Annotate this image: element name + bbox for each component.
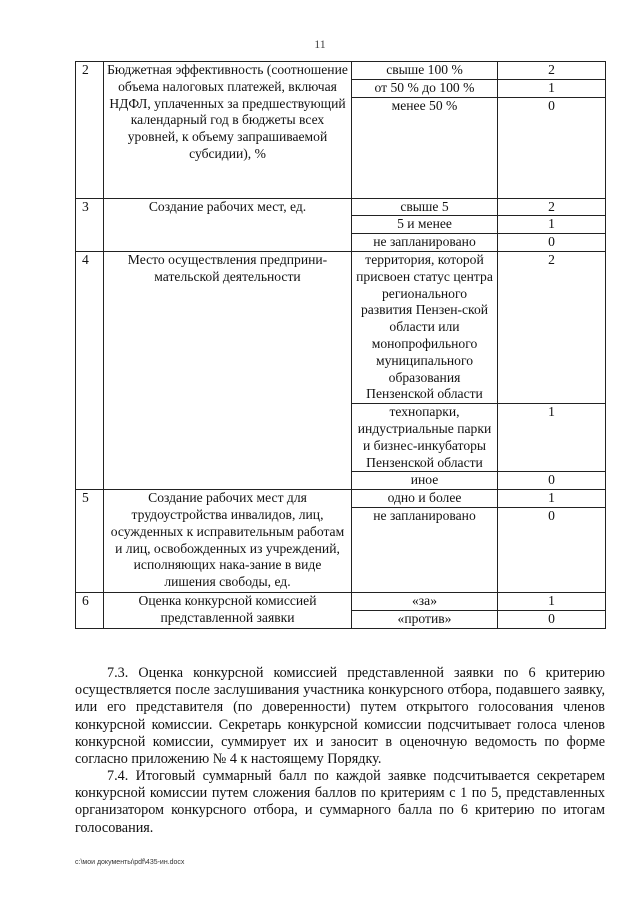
- file-path-footer: c:\мои документы\pdf\435-ин.docx: [75, 859, 185, 866]
- criterion-condition: менее 50 %: [352, 97, 498, 198]
- page-number: 11: [314, 37, 326, 51]
- criterion-condition: не запланировано: [352, 234, 498, 252]
- criterion-score: 0: [498, 507, 606, 592]
- table-row: [76, 592, 606, 610]
- table-row: [76, 198, 606, 216]
- criterion-name: Создание рабочих мест, ед.: [104, 198, 352, 251]
- criterion-score: 0: [498, 234, 606, 252]
- criterion-number: 6: [76, 592, 104, 628]
- criterion-score: 1: [498, 404, 606, 472]
- criteria-table: [75, 61, 606, 629]
- criterion-condition: «за»: [352, 592, 498, 610]
- criterion-score: 2: [498, 251, 606, 403]
- criterion-condition: не запланировано: [352, 507, 498, 592]
- criterion-condition: свыше 100 %: [352, 62, 498, 80]
- criterion-score: 0: [498, 472, 606, 490]
- criterion-name: Место осуществления предприни-мательской деятельности: [104, 251, 352, 489]
- criterion-condition: одно и более: [352, 490, 498, 508]
- criterion-score: 1: [498, 216, 606, 234]
- criterion-condition: иное: [352, 472, 498, 490]
- criterion-score: 2: [498, 198, 606, 216]
- criterion-condition: территория, которой присвоен статус центра регионального развития Пензен-ской области или монопрофильного муниципального образования Пензенской области: [352, 251, 498, 403]
- criterion-condition: 5 и менее: [352, 216, 498, 234]
- criterion-score: 1: [498, 79, 606, 97]
- criterion-condition: свыше 5: [352, 198, 498, 216]
- paragraph-7-3: 7.3. Оценка конкурсной комиссией представленной заявки по 6 критерию осуществляется после заслушивания участника конкурсного отбора, подавшего заявку, или его представителя (по доверенности) путем открытого голосования членов конкурсной комиссии. Секретарь конкурсной комиссии подсчитывает голоса членов конкурсной комиссии, суммирует их и заносит в оценочную ведомость по форме согласно приложению № 4 к настоящему Порядку.: [75, 665, 605, 768]
- criterion-number: 3: [76, 198, 104, 251]
- criterion-score: 2: [498, 62, 606, 80]
- criterion-score: 1: [498, 592, 606, 610]
- criterion-score: 1: [498, 490, 606, 508]
- table-row: [76, 62, 606, 80]
- criterion-number: 2: [76, 62, 104, 199]
- criterion-condition: технопарки, индустриальные парки и бизнес-инкубаторы Пензенской области: [352, 404, 498, 472]
- criterion-condition: от 50 % до 100 %: [352, 79, 498, 97]
- table-row: [76, 490, 606, 508]
- criterion-name: Оценка конкурсной комиссией представленной заявки: [104, 592, 352, 628]
- criterion-number: 5: [76, 490, 104, 593]
- criterion-name: Создание рабочих мест для трудоустройства инвалидов, лиц, осужденных к исправительным работам и лиц, освобожденных из учреждений, исполняющих нака-зание в виде лишения свободы, ед.: [104, 490, 352, 593]
- table-row: [76, 251, 606, 403]
- criterion-number: 4: [76, 251, 104, 489]
- paragraph-7-4: 7.4. Итоговый суммарный балл по каждой заявке подсчитывается секретарем конкурсной комиссии путем сложения баллов по критериям с 1 по 5, представленных организатором конкурсного отбора, и суммарного балла по 6 критерию по итогам голосования.: [75, 768, 605, 836]
- criterion-score: 0: [498, 610, 606, 628]
- criterion-score: 0: [498, 97, 606, 198]
- criterion-condition: «против»: [352, 610, 498, 628]
- criterion-name: Бюджетная эффективность (соотношение объема налоговых платежей, включая НДФЛ, уплаченных за предшествующий календарный год в бюджеты всех уровней, к объему запрашиваемой субсидии), %: [104, 62, 352, 199]
